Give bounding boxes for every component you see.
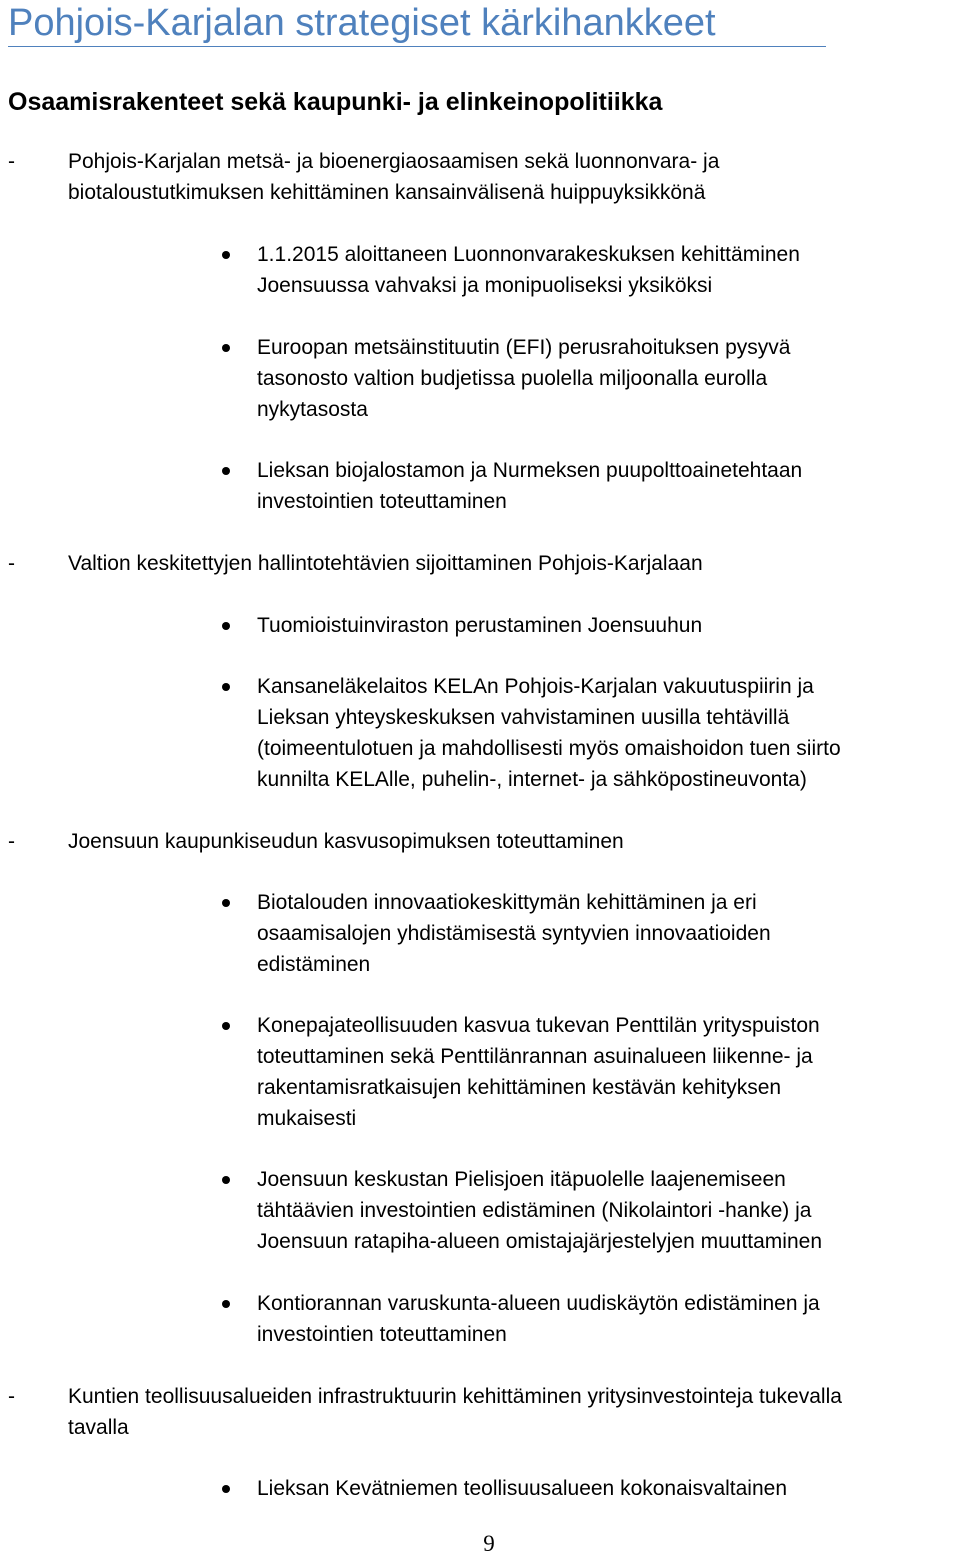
text-line: 1.1.2015 aloittaneen Luonnonvarakeskuksen kehittäminen <box>257 243 800 266</box>
text-line: Lieksan yhteyskeskuksen vahvistaminen uusilla tehtävillä <box>257 706 790 729</box>
text-line: Kuntien teollisuusalueiden infrastruktuurin kehittäminen yritysinvestointeja tukevalla <box>68 1385 842 1408</box>
bullet-item-text <box>257 455 802 517</box>
text-line: osaamisalojen yhdistämisestä syntyvien innovaatioiden <box>257 922 771 945</box>
text-line: Pohjois-Karjalan metsä- ja bioenergiaosaamisen sekä luonnonvara- ja <box>68 150 720 173</box>
bullet-dot-icon <box>222 622 230 630</box>
bullet-dot-icon <box>222 1485 230 1493</box>
text-line: Lieksan biojalostamon ja Nurmeksen puupolttoainetehtaan <box>257 459 803 482</box>
text-line: tasonosto valtion budjetissa puolella miljoonalla eurolla <box>257 367 768 390</box>
bullet-dot-icon <box>222 1022 230 1030</box>
dash-item-text <box>68 826 624 857</box>
text-line: Joensuussa vahvaksi ja monipuoliseksi yksiköksi <box>257 274 713 297</box>
bullet-dot-icon <box>222 251 230 259</box>
bullet-item-text <box>257 239 800 301</box>
text-line: edistäminen <box>257 953 371 976</box>
bullet-dot-icon <box>222 683 230 691</box>
dash-item-text <box>68 146 719 208</box>
text-line: tähtäävien investointien edistäminen (Nikolaintori -hanke) ja <box>257 1199 812 1222</box>
bullet-dot-icon <box>222 899 230 907</box>
text-line: Kansaneläkelaitos KELAn Pohjois-Karjalan vakuutuspiirin ja <box>257 675 814 698</box>
page-number: 9 <box>483 1531 495 1556</box>
bullet-item-text <box>257 332 790 425</box>
text-line: kunnilta KELAlle, puhelin-, internet- ja sähköpostineuvonta) <box>257 768 807 791</box>
text-line: Biotalouden innovaatiokeskittymän kehittäminen ja eri <box>257 891 757 914</box>
text-line: Tuomioistuinviraston perustaminen Joensuuhun <box>257 614 703 637</box>
text-line: Kontiorannan varuskunta-alueen uudiskäytön edistäminen ja <box>257 1292 820 1315</box>
bullet-dot-icon <box>222 1300 230 1308</box>
dash-marker: - <box>8 150 15 173</box>
bullet-item-text <box>257 887 771 980</box>
dash-item-text <box>68 1381 842 1443</box>
bullet-item-text <box>257 671 841 795</box>
bullet-item-text <box>257 1288 820 1350</box>
text-line: investointien toteuttaminen <box>257 490 507 513</box>
bullet-item-text <box>257 610 702 641</box>
text-line: Joensuun ratapiha-alueen omistajajärjestelyjen muuttaminen <box>257 1230 823 1253</box>
text-line: toteuttaminen sekä Penttilänrannan asuinalueen liikenne- ja <box>257 1045 813 1068</box>
text-line: nykytasosta <box>257 398 368 421</box>
text-line: (toimeentulotuen ja mahdollisesti myös omaishoidon tuen siirto <box>257 737 841 760</box>
dash-marker: - <box>8 830 15 853</box>
text-line: Konepajateollisuuden kasvua tukevan Penttilän yrityspuiston <box>257 1014 820 1037</box>
bullet-item-text <box>257 1164 822 1257</box>
bullet-item-text <box>257 1010 820 1134</box>
bullet-item-text <box>257 1473 787 1504</box>
text-line: Joensuun kaupunkiseudun kasvusopimuksen toteuttaminen <box>68 830 624 853</box>
text-line: Euroopan metsäinstituutin (EFI) perusrahoituksen pysyvä <box>257 336 791 359</box>
text-line: mukaisesti <box>257 1107 357 1130</box>
bullet-dot-icon <box>222 467 230 475</box>
text-line: rakentamisratkaisujen kehittäminen kestävän kehityksen <box>257 1076 782 1099</box>
text-line: biotaloustutkimuksen kehittäminen kansainvälisenä huippuyksikkönä <box>68 181 706 204</box>
dash-marker: - <box>8 552 15 575</box>
text-line: tavalla <box>68 1416 129 1439</box>
dash-marker: - <box>8 1385 15 1408</box>
text-line: Lieksan Kevätniemen teollisuusalueen kokonaisvaltainen <box>257 1477 788 1500</box>
section-heading: Osaamisrakenteet sekä kaupunki- ja elinkeinopolitiikka <box>8 88 663 116</box>
page-title: Pohjois-Karjalan strategiset kärkihankkeet <box>8 0 826 47</box>
text-line: Valtion keskitettyjen hallintotehtävien sijoittaminen Pohjois-Karjalaan <box>68 552 703 575</box>
bullet-dot-icon <box>222 1176 230 1184</box>
dash-item-text <box>68 548 703 579</box>
bullet-dot-icon <box>222 344 230 352</box>
text-line: investointien toteuttaminen <box>257 1323 507 1346</box>
text-line: Joensuun keskustan Pielisjoen itäpuolelle laajenemiseen <box>257 1168 786 1191</box>
